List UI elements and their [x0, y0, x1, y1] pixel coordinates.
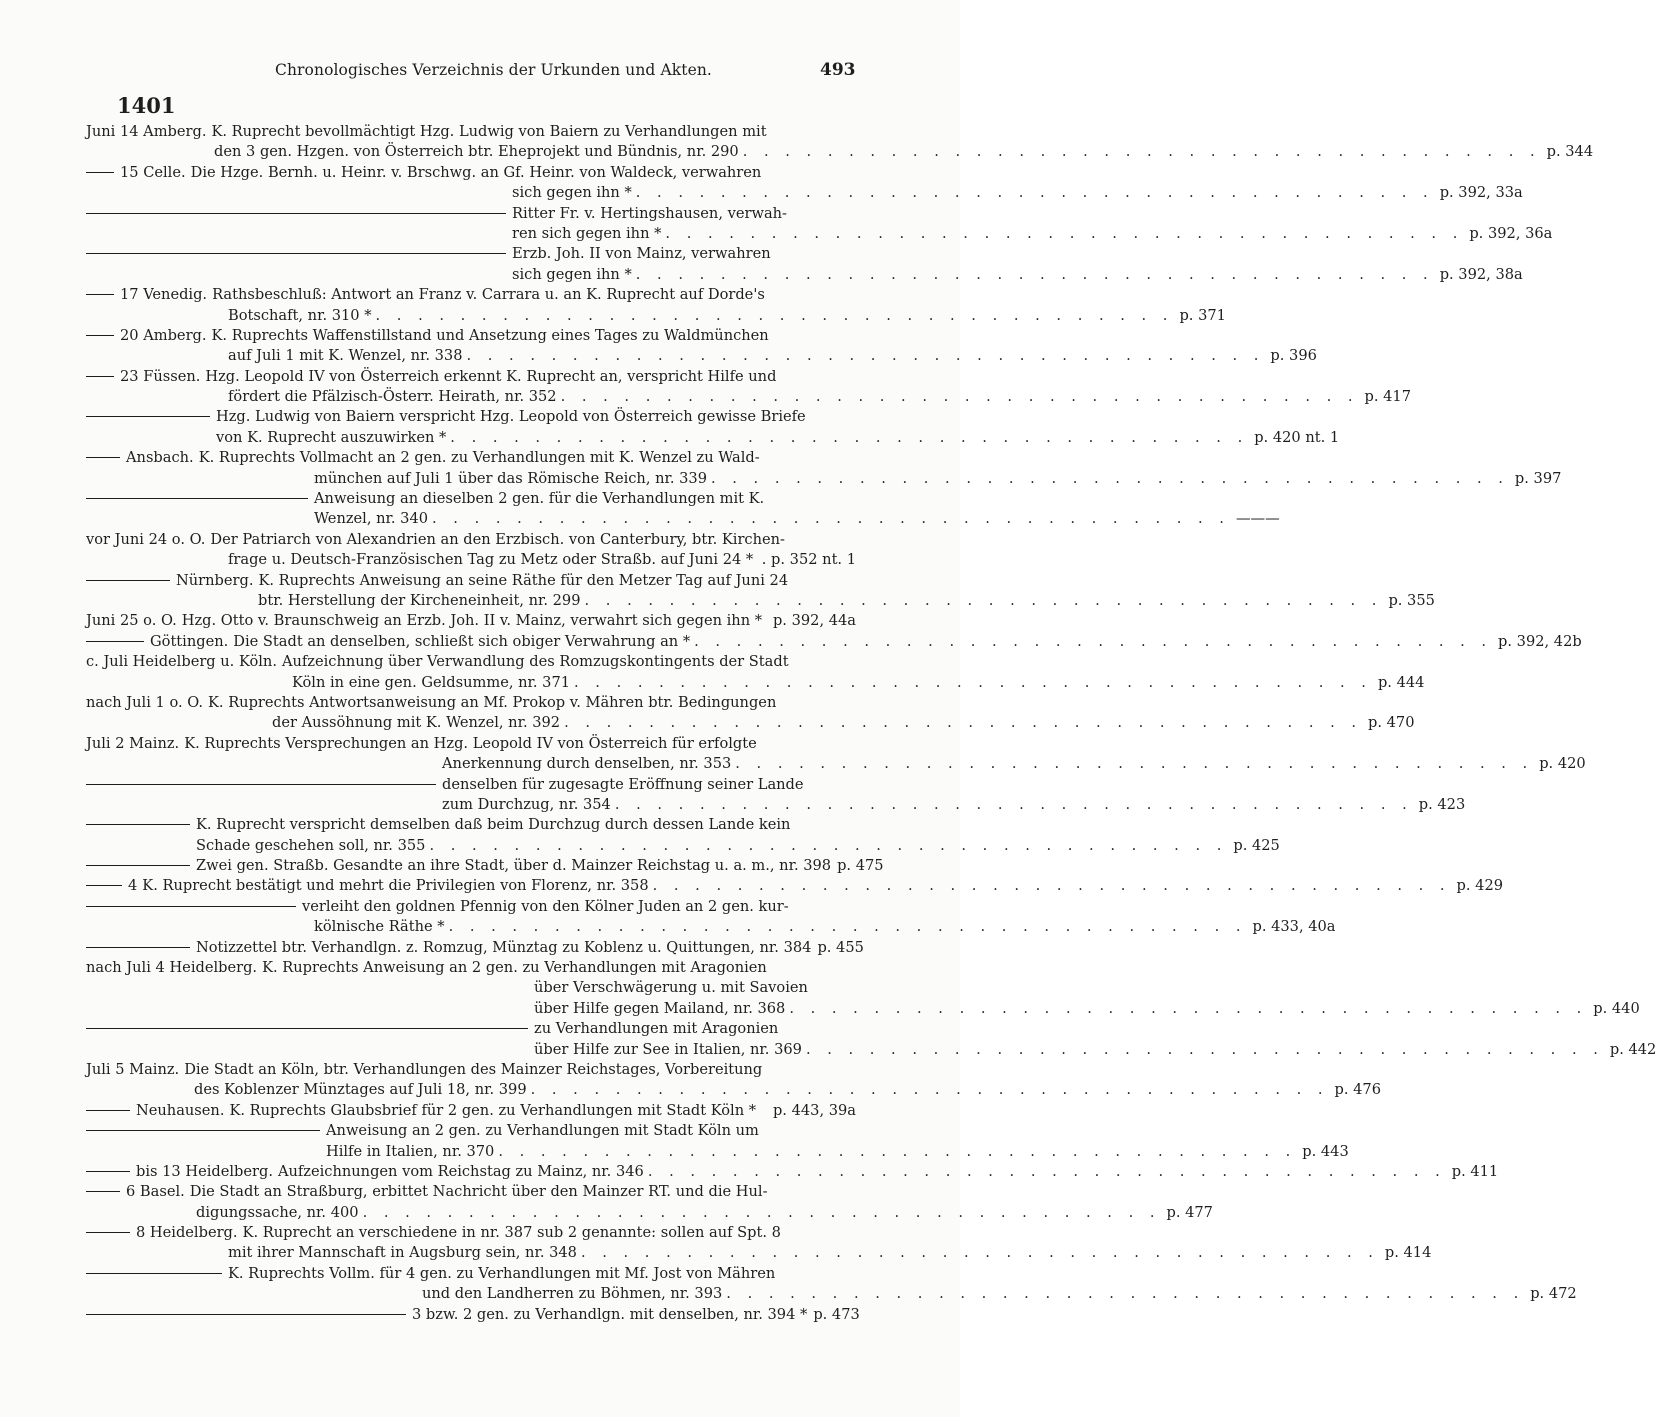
- entry-line: [86, 1080, 1382, 1100]
- page-reference: p. 344: [1546, 143, 1594, 161]
- entry-text: Anweisung an dieselben 2 gen. für die Verhandlungen mit K.: [314, 490, 765, 508]
- entry-line: [86, 407, 856, 427]
- page-reference: p. 411: [1451, 1162, 1499, 1180]
- entry-text: und den Landherren zu Böhmen, nr. 393: [422, 1285, 723, 1303]
- page-reference: p. 371: [1179, 306, 1226, 324]
- page-reference: p. 473: [813, 1305, 860, 1323]
- page-reference: p. 444: [1377, 673, 1425, 691]
- ditto-rule: [86, 885, 122, 886]
- dot-leader: . . . . . . . . . . . . . . . . . . . . . . . . . . . . . . . . . . . . . .: [711, 469, 1509, 487]
- entry-line: [86, 897, 856, 917]
- ditto-rule: [86, 1028, 528, 1029]
- entry-line: [86, 938, 864, 958]
- entry-line: [86, 1243, 1432, 1263]
- page-reference: p. 476: [1334, 1081, 1382, 1099]
- entry-line: [86, 367, 856, 387]
- entry-text: Zwei gen. Straßb. Gesandte an ihre Stadt, über d. Mainzer Reichstag u. a. m., nr. 398: [196, 857, 832, 875]
- ditto-rule: [86, 376, 114, 377]
- entry-line: [86, 346, 1317, 366]
- entry-text: mit ihrer Mannschaft in Augsburg sein, nr. 348: [228, 1244, 577, 1262]
- entry-text: K. Ruprechts Versprechungen an Hzg. Leopold IV von Österreich für erfolgte: [184, 734, 757, 752]
- entry-line: [86, 428, 1340, 448]
- entry-text: digungssache, nr. 400: [196, 1203, 359, 1221]
- entry-text: von K. Ruprecht auszuwirken *: [216, 428, 447, 446]
- entry-line: [86, 917, 1336, 937]
- entry-text: fördert die Pfälzisch-Österr. Heirath, nr. 352: [228, 388, 557, 406]
- entry-text: Schade geschehen soll, nr. 355: [196, 836, 426, 854]
- dot-leader: . . . . . . . . . . . . . . . . . . . . . . . . . . . . . . . . . . . . . .: [694, 632, 1493, 650]
- ditto-rule: [86, 1191, 120, 1192]
- entry-line: [86, 815, 856, 835]
- page-reference: p. 420: [1539, 755, 1586, 773]
- dot-leader: . . . . . . . . . . . . . . . . . . . . . . . . . . . . . . . . . . . . . .: [789, 999, 1588, 1017]
- entry-text: Notizzettel btr. Verhandlgn. z. Romzug, Münztag zu Koblenz u. Quittungen, nr. 384: [196, 938, 812, 956]
- entry-line: [86, 1142, 1349, 1162]
- ditto-rule: [86, 865, 190, 866]
- page-reference: p. 440: [1593, 999, 1640, 1017]
- entry-text: zum Durchzug, nr. 354: [442, 795, 611, 813]
- entry-line: [86, 285, 856, 305]
- dot-leader: . . . . . . . . . . . . . . . . . . . . . . . . . . . . . . . . . . . . . .: [560, 388, 1359, 406]
- entry-list: [86, 122, 1656, 1325]
- entry-text: Botschaft, nr. 310 *: [228, 306, 372, 324]
- entry-text: auf Juli 1 mit K. Wenzel, nr. 338: [228, 347, 463, 365]
- page-reference: p. 397: [1514, 469, 1562, 487]
- page-reference: p. 392, 42b: [1498, 632, 1582, 650]
- entry-text: denselben für zugesagte Eröffnung seiner Lande: [442, 775, 804, 793]
- entry-text: K. Ruprechts Anweisung an seine Räthe für den Metzer Tag auf Juni 24: [258, 571, 789, 589]
- entry-line: [86, 693, 856, 713]
- dot-leader: . . . . . . . . . . . . . . . . . . . . . . . . . . . . . . . . . . . . . .: [564, 714, 1363, 732]
- entry-line: [86, 958, 856, 978]
- entry-text: kölnische Räthe *: [314, 918, 445, 936]
- entry-text: Die Stadt an Köln, btr. Verhandlungen des Mainzer Reichstages, Vorbereitung: [184, 1060, 763, 1078]
- entry-date: 23 Füssen.: [120, 367, 201, 385]
- entry-line: [86, 183, 1523, 203]
- entry-text: K. Ruprecht an verschiedene in nr. 387 sub 2 genannte: sollen auf Spt. 8: [242, 1224, 781, 1242]
- ditto-rule: [86, 1130, 320, 1131]
- dot-leader: . . . . . . . . . . . . . . . . . . . . . . . . . . . . . . . . . . . . . .: [742, 143, 1541, 161]
- entry-text: 3 bzw. 2 gen. zu Verhandlgn. mit denselben, nr. 394 *: [412, 1305, 808, 1323]
- entry-text: Hzg. Otto v. Braunschweig an Erzb. Joh. II v. Mainz, verwahrt sich gegen ihn *: [181, 612, 763, 630]
- entry-text: münchen auf Juli 1 über das Römische Reich, nr. 339: [314, 469, 707, 487]
- entry-date: 20 Amberg.: [120, 326, 207, 344]
- dot-leader: . . . . . . . . . . . . . . . . . . . . . . . . . . . . . . . . . . . . . .: [805, 1040, 1604, 1058]
- dot-leader: . . . . . . . . . . . . . . . . . . . . . . . . . . . . . . . . . . . . . .: [448, 918, 1247, 936]
- entry-line: [86, 754, 1586, 774]
- dot-leader: . . . . . . . . . . . . . . . . . . . . . . . . . . . . . . . . . . . . . .: [530, 1081, 1329, 1099]
- entry-text: K. Ruprechts Antwortsanweisung an Mf. Prokop v. Mähren btr. Bedingungen: [208, 693, 777, 711]
- entry-line: [86, 1019, 856, 1039]
- entry-text: Anerkennung durch denselben, nr. 353: [442, 755, 732, 773]
- ditto-rule: [86, 947, 190, 948]
- entry-date: 8 Heidelberg.: [136, 1224, 238, 1242]
- ditto-rule: [86, 253, 506, 254]
- entry-date: 6 Basel.: [126, 1183, 185, 1201]
- entry-text: Wenzel, nr. 340: [314, 510, 429, 528]
- entry-line: [86, 999, 1640, 1019]
- dot-leader: . . . . . . . . . . . . . . . . . . . . . . . . . . . . . . . . . . . . . .: [580, 1244, 1379, 1262]
- page-reference: p. 392, 38a: [1439, 265, 1523, 283]
- entry-text: Die Stadt an denselben, schließt sich obiger Verwahrung an *: [233, 632, 691, 650]
- entry-text: btr. Herstellung der Kircheneinheit, nr. 299: [258, 591, 581, 609]
- year-heading: 1401: [117, 93, 176, 118]
- entry-text: über Hilfe gegen Mailand, nr. 368: [534, 999, 786, 1017]
- entry-date: 15 Celle.: [120, 163, 186, 181]
- entry-line: [86, 163, 856, 183]
- ditto-rule: [86, 335, 114, 336]
- page-reference: p. 396: [1270, 347, 1317, 365]
- running-title: Chronologisches Verzeichnis der Urkunden und Akten.: [275, 61, 712, 79]
- ditto-rule: [86, 784, 436, 785]
- entry-text: K. Ruprechts Vollm. für 4 gen. zu Verhandlungen mit Mf. Jost von Mähren: [228, 1264, 776, 1282]
- entry-date: bis 13 Heidelberg.: [136, 1162, 273, 1180]
- page-reference: p. 433, 40a: [1252, 918, 1336, 936]
- entry-line: [86, 244, 856, 264]
- entry-text: Aufzeichnung über Verwandlung des Romzugskontingents der Stadt: [281, 653, 789, 671]
- dot-leader: . . . . . . . . . . . . . . . . . . . . . . . . . . . . . . . . . . . . . .: [635, 184, 1434, 202]
- entry-date: Juli 5 Mainz.: [86, 1060, 180, 1078]
- entry-text: Ritter Fr. v. Hertingshausen, verwah-: [512, 204, 787, 222]
- ditto-rule: [86, 1273, 222, 1274]
- entry-text: Anweisung an 2 gen. zu Verhandlungen mit Stadt Köln um: [326, 1122, 759, 1140]
- ditto-rule: [86, 824, 190, 825]
- dot-leader: . . . . . . . . . . . . . . . . . . . . . . . . . . . . . . . . . . . . . .: [574, 673, 1372, 691]
- page-reference: p. 472: [1530, 1285, 1577, 1303]
- entry-line: [86, 1040, 1656, 1060]
- entry-line: [86, 550, 856, 570]
- page-reference: p. 392, 44a: [772, 612, 856, 630]
- entry-line: [86, 306, 1226, 326]
- entry-text: Die Hzge. Bernh. u. Heinr. v. Brschwg. an Gf. Heinr. von Waldeck, verwahren: [190, 163, 762, 181]
- ditto-rule: [86, 1314, 406, 1315]
- ditto-rule: [86, 906, 296, 907]
- page-reference: p. 442: [1609, 1040, 1656, 1058]
- entry-line: [86, 1162, 1499, 1182]
- entry-line: [86, 1284, 1577, 1304]
- entry-text: sich gegen ihn *: [512, 184, 632, 202]
- entry-line: [86, 734, 856, 754]
- page-reference: p. 392, 36a: [1469, 224, 1553, 242]
- entry-text: Hzg. Leopold IV von Österreich erkennt K. Ruprecht an, verspricht Hilfe und: [205, 367, 777, 385]
- entry-text: K. Ruprechts Anweisung an 2 gen. zu Verhandlungen mit Aragonien: [262, 959, 767, 977]
- entry-line: [86, 265, 1523, 285]
- entry-line: [86, 611, 856, 631]
- entry-date: Ansbach.: [126, 449, 194, 467]
- dot-leader: . . . . . . . . . . . . . . . . . . . . . . . . . . . . . . . . . . . . . .: [584, 591, 1383, 609]
- entry-line: [86, 1182, 856, 1202]
- entry-line: [86, 1305, 860, 1325]
- dot-leader: . . . . . . . . . . . . . . . . . . . . . . . . . . . . . . . . . . . . . .: [735, 755, 1534, 773]
- entry-text: Erzb. Joh. II von Mainz, verwahren: [512, 245, 771, 263]
- entry-date: c. Juli Heidelberg u. Köln.: [86, 653, 277, 671]
- page-reference: p. 392, 33a: [1439, 184, 1523, 202]
- entry-text: K. Ruprecht bevollmächtigt Hzg. Ludwig von Baiern zu Verhandlungen mit: [211, 123, 767, 140]
- entry-line: [86, 795, 1466, 815]
- page-reference: p. 355: [1388, 591, 1435, 609]
- page-reference: p. 470: [1368, 714, 1415, 732]
- page-reference: p. 455: [817, 938, 864, 956]
- entry-text: über Verschwägerung u. mit Savoien: [534, 979, 808, 997]
- ditto-rule: [86, 457, 120, 458]
- dot-leader: . . . . . . . . . . . . . . . . . . . . . . . . . . . . . . . . . . . . . .: [429, 836, 1228, 854]
- entry-line: [86, 978, 856, 998]
- dot-leader: . . . . . . . . . . . . . . . . . . . . . . . . . . . . . . . . . . . . . .: [635, 265, 1434, 283]
- entry-date: vor Juni 24 o. O.: [86, 530, 206, 548]
- ditto-rule: [86, 498, 308, 499]
- entry-line: [86, 652, 856, 672]
- page-reference: p. 429: [1456, 877, 1504, 895]
- entry-text: Köln in eine gen. Geldsumme, nr. 371: [292, 673, 571, 691]
- entry-line: [86, 856, 884, 876]
- entry-date: Juni 14 Amberg.: [86, 123, 207, 140]
- entry-text: Die Stadt an Straßburg, erbittet Nachricht über den Mainzer RT. und die Hul-: [189, 1183, 768, 1201]
- entry-line: [86, 571, 856, 591]
- entry-line: [86, 326, 856, 346]
- ditto-rule: [86, 416, 210, 417]
- page-reference: p. 414: [1384, 1244, 1432, 1262]
- page-reference: p. 417: [1364, 388, 1411, 406]
- ditto-rule: [86, 1110, 130, 1111]
- dot-leader: . . . . . . . . . . . . . . . . . . . . . . . . . . . . . . . . . . . . . .: [362, 1203, 1161, 1221]
- ditto-rule: [86, 294, 114, 295]
- ditto-rule: [86, 1232, 130, 1233]
- entry-date: Göttingen.: [150, 632, 229, 650]
- dot-leader: . . . . . . . . . . . . . . . . . . . . . . . . . . . . . . . . . . . . . .: [665, 224, 1464, 242]
- entry-text: K. Ruprechts Glaubsbrief für 2 gen. zu Verhandlungen mit Stadt Köln *: [229, 1101, 757, 1119]
- entry-text: Der Patriarch von Alexandrien an den Erzbisch. von Canterbury, btr. Kirchen-: [210, 530, 785, 548]
- entry-line: [86, 204, 856, 224]
- entry-text: Hilfe in Italien, nr. 370: [326, 1142, 495, 1160]
- entry-text: des Koblenzer Münztages auf Juli 18, nr. 399: [194, 1081, 527, 1099]
- dot-leader: . . . . . . . . . . . . . . . . . . . . . . . . . . . . . . . . . . . . . .: [647, 1162, 1446, 1180]
- entry-date: nach Juli 1 o. O.: [86, 693, 204, 711]
- page-reference: . p. 352 nt. 1: [761, 551, 856, 569]
- entry-text: verleiht den goldnen Pfennig von den Kölner Juden an 2 gen. kur-: [302, 897, 789, 915]
- dot-leader: . . . . . . . . . . . . . . . . . . . . . . . . . . . . . . . . . . . . . .: [614, 795, 1413, 813]
- ditto-rule: [86, 213, 506, 214]
- entry-text: zu Verhandlungen mit Aragonien: [534, 1020, 779, 1038]
- entry-line: [86, 1121, 856, 1141]
- dot-leader: . . . . . . . . . . . . . . . . . . . . . . . . . . . . . . . . . . . . . .: [652, 877, 1451, 895]
- entry-text: K. Ruprecht bestätigt und mehrt die Privilegien von Florenz, nr. 358: [142, 877, 649, 895]
- page-reference: ———: [1235, 510, 1280, 528]
- entry-line: [86, 1264, 856, 1284]
- page-reference: p. 423: [1418, 795, 1466, 813]
- entry-line: [86, 1101, 856, 1121]
- entry-line: [86, 713, 1415, 733]
- page-reference: p. 475: [837, 857, 884, 875]
- entry-text: sich gegen ihn *: [512, 265, 632, 283]
- entry-text: Hzg. Ludwig von Baiern verspricht Hzg. Leopold von Österreich gewisse Briefe: [216, 408, 806, 426]
- ditto-rule: [86, 172, 114, 173]
- entry-date: Juli 2 Mainz.: [86, 734, 180, 752]
- entry-line: [86, 632, 1582, 652]
- dot-leader: . . . . . . . . . . . . . . . . . . . . . . . . . . . . . . . . . . . . . .: [498, 1142, 1297, 1160]
- page-reference: p. 420 nt. 1: [1254, 428, 1340, 446]
- entry-text: Aufzeichnungen vom Reichstag zu Mainz, nr. 346: [277, 1162, 644, 1180]
- entry-line: [86, 775, 856, 795]
- page-header: [0, 60, 960, 84]
- entry-line: [86, 1223, 856, 1243]
- entry-text: den 3 gen. Hzgen. von Österreich btr. Eheprojekt und Bündnis, nr. 290: [214, 143, 739, 161]
- dot-leader: . . . . . . . . . . . . . . . . . . . . . . . . . . . . . . . . . . . . . .: [466, 347, 1265, 365]
- entry-date: Juni 25 o. O.: [86, 612, 177, 630]
- entry-text: über Hilfe zur See in Italien, nr. 369: [534, 1040, 802, 1058]
- entry-date: nach Juli 4 Heidelberg.: [86, 959, 258, 977]
- entry-line: [86, 122, 856, 142]
- entry-text: ren sich gegen ihn *: [512, 224, 662, 242]
- ditto-rule: [86, 1171, 130, 1172]
- entry-line: [86, 469, 1562, 489]
- entry-text: K. Ruprechts Vollmacht an 2 gen. zu Verhandlungen mit K. Wenzel zu Wald-: [198, 449, 760, 467]
- dot-leader: . . . . . . . . . . . . . . . . . . . . . . . . . . . . . . . . . . . . . .: [450, 428, 1249, 446]
- ditto-rule: [86, 641, 144, 642]
- page-reference: p. 477: [1166, 1203, 1213, 1221]
- page-number: 493: [820, 60, 856, 80]
- page-reference: p. 425: [1233, 836, 1280, 854]
- entry-text: Rathsbeschluß: Antwort an Franz v. Carrara u. an K. Ruprecht auf Dorde's: [212, 286, 765, 304]
- dot-leader: . . . . . . . . . . . . . . . . . . . . . . . . . . . . . . . . . . . . . .: [726, 1285, 1525, 1303]
- entry-date: 4: [128, 877, 138, 895]
- entry-text: frage u. Deutsch-Französischen Tag zu Metz oder Straßb. auf Juni 24 *: [228, 551, 754, 569]
- entry-line: [86, 1060, 856, 1080]
- entry-line: [86, 489, 856, 509]
- page-reference: p. 443: [1302, 1142, 1349, 1160]
- ditto-rule: [86, 580, 170, 581]
- dot-leader: . . . . . . . . . . . . . . . . . . . . . . . . . . . . . . . . . . . . . .: [375, 306, 1174, 324]
- entry-line: [86, 876, 1504, 896]
- entry-line: [86, 836, 1280, 856]
- entry-line: [86, 448, 856, 468]
- entry-line: [86, 142, 1594, 162]
- page-reference: p. 443, 39a: [772, 1101, 856, 1119]
- entry-text: K. Ruprechts Waffenstillstand und Ansetzung eines Tages zu Waldmünchen: [211, 326, 769, 344]
- entry-date: Nürnberg.: [176, 571, 254, 589]
- entry-text: K. Ruprecht verspricht demselben daß beim Durchzug durch dessen Lande kein: [196, 816, 791, 834]
- entry-line: [86, 387, 1411, 407]
- entry-line: [86, 530, 856, 550]
- entry-line: [86, 224, 1553, 244]
- entry-date: Neuhausen.: [136, 1101, 225, 1119]
- entry-line: [86, 673, 1425, 693]
- dot-leader: . . . . . . . . . . . . . . . . . . . . . . . . . . . . . . . . . . . . . .: [432, 510, 1230, 528]
- entry-line: [86, 591, 1435, 611]
- entry-date: 17 Venedig.: [120, 286, 208, 304]
- entry-text: der Aussöhnung mit K. Wenzel, nr. 392: [272, 714, 561, 732]
- entry-line: [86, 509, 1280, 529]
- entry-line: [86, 1203, 1213, 1223]
